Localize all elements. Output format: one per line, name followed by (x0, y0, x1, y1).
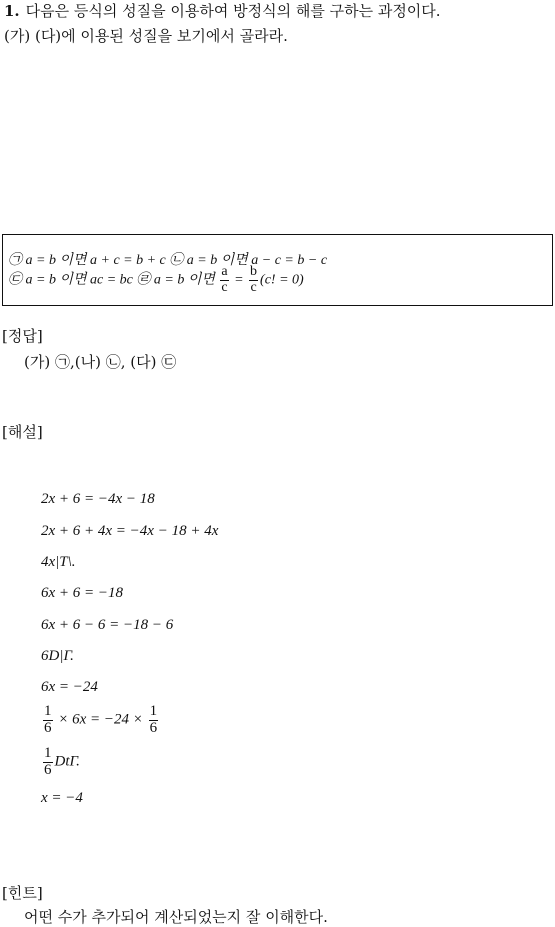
frac-denominator: 6 (44, 761, 52, 778)
fraction-one-sixth-step9 (43, 746, 53, 779)
choice-row-1: ㉠ a = b 이면 a + c = b + c ㉡ a = b 이면 a − c = b − c (8, 253, 328, 268)
hint-label: [힌트] (2, 884, 43, 902)
frac-denominator: c (250, 279, 257, 295)
question-number: 1. (4, 2, 20, 20)
choices-box (2, 234, 553, 306)
solution-step-2: 2x + 6 + 4x = −4x − 18 + 4x (41, 523, 219, 539)
step-9-tail: DtΓ. (54, 753, 80, 770)
fraction-one-sixth (43, 704, 53, 737)
frac-denominator: 6 (149, 719, 158, 736)
fraction-b-over-c (249, 265, 258, 295)
solution-step-8 (41, 704, 160, 737)
frac-denominator: 6 (44, 719, 52, 736)
solution-step-10: x = −4 (41, 790, 83, 806)
choice-row-2-suffix: (c! = 0) (260, 272, 304, 288)
choice-row-2 (8, 265, 304, 295)
question-text-1: 다음은 등식의 성질을 이용하여 방정식의 해를 구하는 과정이다. (25, 2, 441, 20)
frac-numerator: a (221, 264, 228, 279)
explanation-label: [해설] (2, 423, 43, 441)
solution-step-9 (41, 746, 80, 779)
solution-step-6: 6D|Γ. (41, 648, 74, 664)
frac-numerator: 1 (44, 745, 52, 761)
solution-step-7: 6x = −24 (41, 679, 98, 695)
choice-row-2-prefix: ㉢ a = b 이면 ac = bc ㉣ a = b 이면 (8, 272, 215, 288)
step-8-middle: × 6x = −24 × (58, 711, 143, 728)
solution-step-4: 6x + 6 = −18 (41, 585, 124, 601)
question-line-1 (4, 0, 441, 21)
solution-step-5: 6x + 6 − 6 = −18 − 6 (41, 617, 174, 633)
frac-numerator: 1 (149, 703, 158, 719)
question-line-2: (가) (다)에 이용된 성질을 보기에서 골라라. (4, 27, 288, 45)
hint-text: 어떤 수가 추가되어 계산되었는지 잘 이해한다. (24, 908, 328, 926)
fraction-one-sixth-right (149, 704, 159, 737)
frac-numerator: b (250, 264, 258, 279)
solution-step-3: 4x|T\. (41, 554, 76, 570)
frac-denominator: c (221, 279, 228, 295)
answer-text: (가) ㉠,(나) ㉡, (다) ㉢ (24, 353, 177, 371)
equals-sign: = (234, 272, 244, 288)
fraction-a-over-c (220, 265, 228, 295)
solution-step-1: 2x + 6 = −4x − 18 (41, 491, 155, 507)
frac-numerator: 1 (44, 703, 52, 719)
answer-label: [정답] (2, 327, 43, 345)
